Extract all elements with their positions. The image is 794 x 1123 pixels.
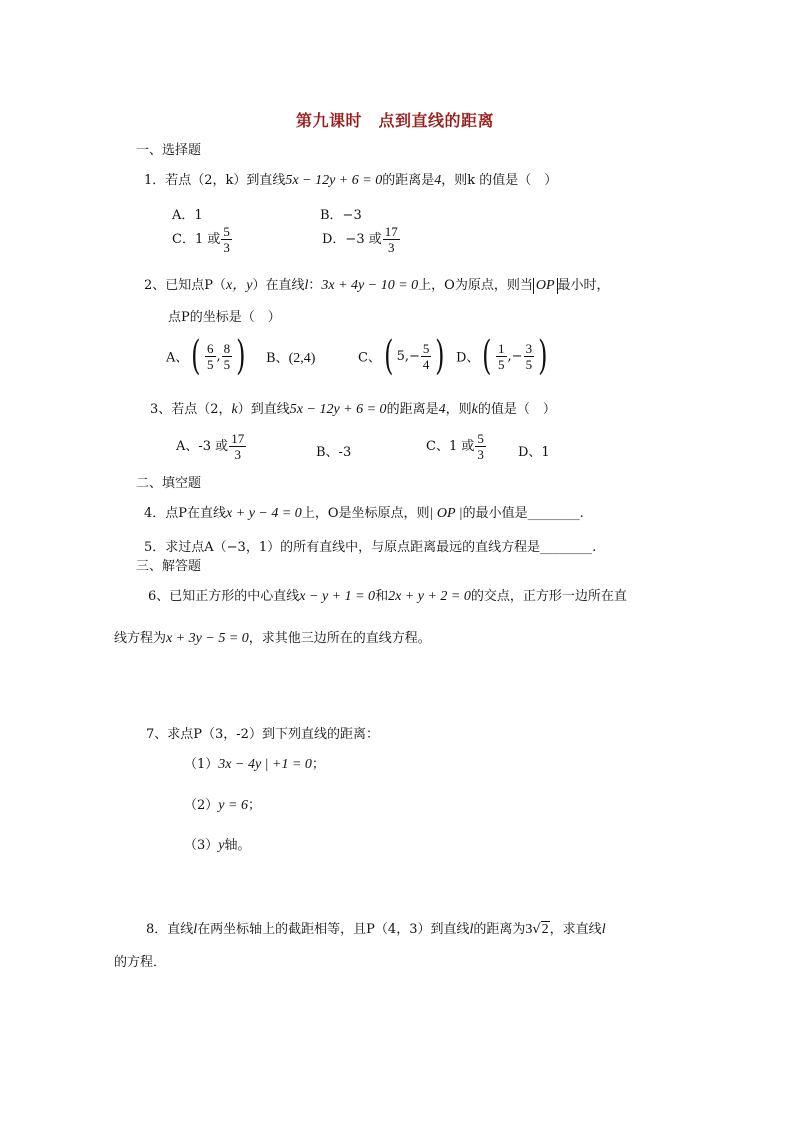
q1-option-d: D．−3 或 $\frac{17}{3}$ (322, 224, 398, 255)
q3-option-b: B、-3 (316, 445, 352, 460)
q3-option-d: D、1 (518, 445, 550, 460)
q1-equation: 5x − 12y + 6 = 0 (285, 173, 383, 188)
question-6: 6、已知正方形的中心直线x − y + 1 = 0和2x + y + 2 = 0的交点，正方形一边所在直 (148, 589, 627, 604)
question-6-line2: 线方程为x + 3y − 5 = 0，求其他三边所在的直线方程。 (114, 631, 431, 646)
question-3: 3、若点（2，k）到直线5x − 12y + 6 = 0的距离是4，则k的值是（ ） (150, 402, 556, 417)
question-8: 8．直线l在两坐标轴上的截距相等，且P（4，3）到直线l的距离为3√2，求直线l (146, 922, 606, 937)
fraction: $\frac{17}{3}$ (384, 224, 398, 255)
q2-option-c: C、 ( 5,− $\frac{5}{4}$ ) (358, 333, 445, 379)
q2-option-b: B、(2,4) (266, 351, 316, 366)
q2-option-a: A、 ( $\frac{6}{5}$ , $\frac{8}{5}$ ) (166, 333, 246, 379)
question-8-line2: 的方程． (114, 955, 167, 970)
q7-sub-3: （3）y轴。 (184, 838, 251, 853)
abs-op: OP (533, 278, 558, 294)
fraction: $\frac{5}{3}$ (477, 431, 484, 462)
q7-sub-1: （1）3x − 4y | +1 = 0； (184, 757, 325, 772)
fraction: $\frac{5}{3}$ (223, 224, 230, 255)
question-5: 5．求过点A（−3，1）的所有直线中，与原点距离最远的直线方程是________. (144, 540, 597, 555)
q3-option-c: C、1 或 $\frac{5}{3}$ (426, 431, 484, 462)
q2-option-d: D、 ( $\frac{1}{5}$ ,− $\frac{3}{5}$ ) (456, 333, 548, 379)
q1-option-a: A．1 (172, 208, 203, 223)
section-heading-choice: 一、选择题 (136, 143, 202, 158)
q1-option-b: B．−3 (320, 208, 362, 223)
section-heading-answer: 三、解答题 (136, 559, 202, 574)
q3-option-a: A、-3 或 $\frac{17}{3}$ (176, 431, 245, 462)
question-2-line2: 点P的坐标是（ ） (168, 310, 281, 325)
question-1: 1．若点（2，k）到直线5x − 12y + 6 = 0的距离是4，则k 的值是（ ） (144, 173, 558, 188)
q7-sub-2: （2）y = 6； (184, 798, 261, 813)
q3-equation: 5x − 12y + 6 = 0 (289, 402, 387, 417)
q2-equation: 3x + 4y − 10 = 0 (321, 278, 419, 293)
sqrt-symbol: √2 (532, 922, 549, 937)
page-title: 第九课时 点到直线的距离 (296, 111, 495, 130)
question-4: 4．点P在直线x + y − 4 = 0上，O是坐标原点，则| OP |的最小值是________. (144, 506, 584, 521)
question-2: 2、已知点P（x，y）在直线l：3x + 4y − 10 = 0上，O为原点，则当 OP 最小时， (144, 278, 610, 293)
question-7: 7、求点P（3，-2）到下列直线的距离： (146, 727, 379, 742)
q4-equation: x + y − 4 = 0 (226, 506, 302, 521)
section-heading-fill: 二、填空题 (136, 476, 202, 491)
q1-option-c: C．1 或 $\frac{5}{3}$ (172, 224, 230, 255)
fraction: $\frac{17}{3}$ (231, 431, 245, 462)
